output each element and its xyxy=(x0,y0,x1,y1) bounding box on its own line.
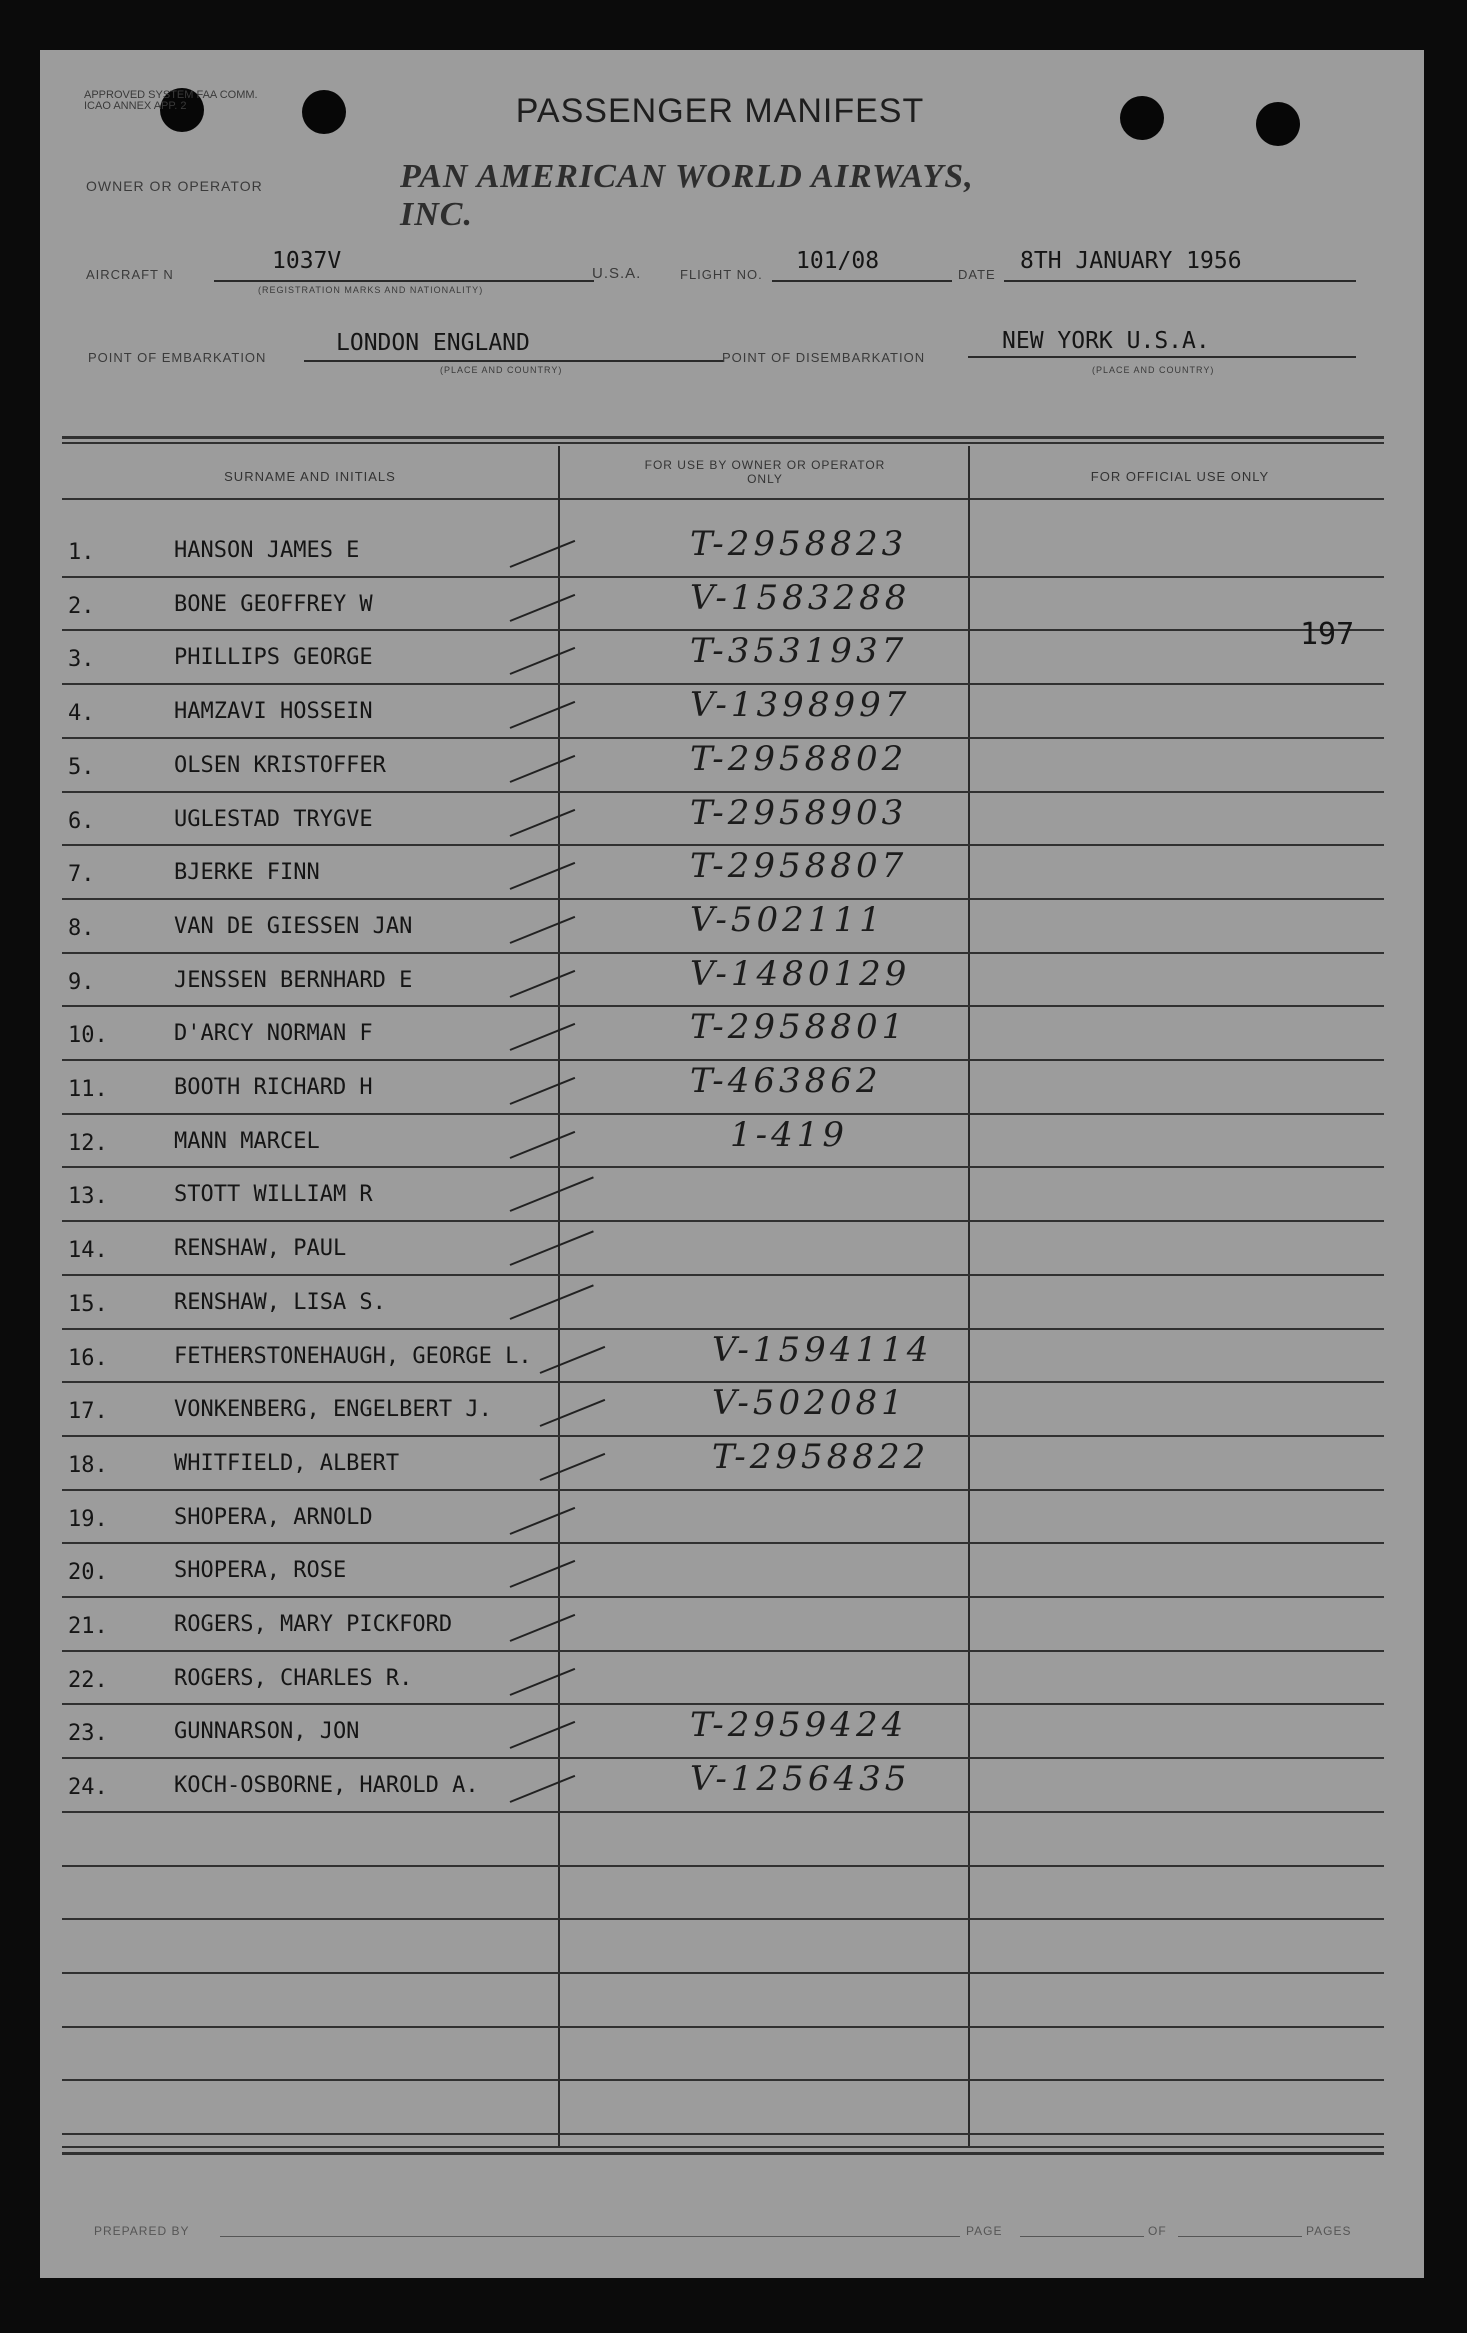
row-number: 1. xyxy=(68,540,95,565)
column-header-operator: FOR USE BY OWNER OR OPERATOR ONLY xyxy=(644,458,886,486)
ticket-number: T-2959424 xyxy=(690,1705,908,1745)
of-label: OF xyxy=(1148,2224,1167,2238)
passenger-name: UGLESTAD TRYGVE xyxy=(174,807,373,832)
row-rule xyxy=(62,1274,1384,1276)
row-number: 21. xyxy=(68,1614,108,1639)
table-bottom-rule xyxy=(62,2152,1384,2155)
usa-label: U.S.A. xyxy=(592,265,642,282)
embarkation-note: (PLACE AND COUNTRY) xyxy=(440,365,563,375)
of-underline xyxy=(1178,2236,1302,2237)
row-number: 22. xyxy=(68,1668,108,1693)
ticket-number: T-463862 xyxy=(690,1061,882,1101)
date-value: 8TH JANUARY 1956 xyxy=(1020,248,1242,274)
row-number: 9. xyxy=(68,970,95,995)
ticket-number: T-2958802 xyxy=(690,739,908,779)
passenger-name: BONE GEOFFREY W xyxy=(174,592,373,617)
pages-label: PAGES xyxy=(1306,2224,1352,2238)
table-bottom-rule xyxy=(62,2146,1384,2148)
row-number: 4. xyxy=(68,701,95,726)
flight-label: FLIGHT NO. xyxy=(680,267,763,282)
header-rule xyxy=(62,498,1384,500)
row-rule xyxy=(62,1542,1384,1544)
owner-label: OWNER OR OPERATOR xyxy=(86,178,263,194)
passenger-name: SHOPERA, ROSE xyxy=(174,1558,347,1583)
punch-hole xyxy=(1120,96,1164,140)
passenger-name: VAN DE GIESSEN JAN xyxy=(174,914,413,939)
row-number: 2. xyxy=(68,594,95,619)
row-number: 8. xyxy=(68,916,95,941)
passenger-name: VONKENBERG, ENGELBERT J. xyxy=(174,1397,492,1422)
passenger-name: PHILLIPS GEORGE xyxy=(174,645,373,670)
aircraft-underline xyxy=(214,280,594,282)
page-label: PAGE xyxy=(966,2224,1003,2238)
embarkation-value: LONDON ENGLAND xyxy=(336,330,530,356)
ticket-number: V-502081 xyxy=(712,1383,907,1423)
ticket-number: T-2958903 xyxy=(690,793,908,833)
disembarkation-note: (PLACE AND COUNTRY) xyxy=(1092,365,1215,375)
row-number: 23. xyxy=(68,1721,108,1746)
row-number: 20. xyxy=(68,1560,108,1585)
column-header-official: FOR OFFICIAL USE ONLY xyxy=(1090,469,1270,484)
passenger-name: STOTT WILLIAM R xyxy=(174,1182,373,1207)
passenger-name: ROGERS, MARY PICKFORD xyxy=(174,1612,453,1637)
passenger-name: BJERKE FINN xyxy=(174,860,320,885)
disembarkation-underline xyxy=(968,356,1356,358)
row-number: 12. xyxy=(68,1131,108,1156)
column-divider xyxy=(968,446,970,2148)
row-rule xyxy=(62,1811,1384,1813)
row-number: 17. xyxy=(68,1399,108,1424)
column-header-name: SURNAME AND INITIALS xyxy=(224,469,396,484)
ticket-number: V-502111 xyxy=(690,900,885,940)
ticket-number: T-3531937 xyxy=(690,631,908,671)
punch-hole xyxy=(1256,102,1300,146)
manifest-sheet xyxy=(40,50,1424,2278)
row-rule xyxy=(62,1489,1384,1491)
embarkation-underline xyxy=(304,360,724,362)
row-number: 18. xyxy=(68,1453,108,1478)
ticket-number: T-2958801 xyxy=(690,1007,908,1047)
ticket-number: V-1594114 xyxy=(712,1330,933,1370)
row-rule xyxy=(62,1220,1384,1222)
ticket-number: V-1256435 xyxy=(690,1759,911,1799)
passenger-name: HANSON JAMES E xyxy=(174,538,360,563)
registration-note: (REGISTRATION MARKS AND NATIONALITY) xyxy=(258,285,484,295)
row-rule xyxy=(62,1166,1384,1168)
row-number: 3. xyxy=(68,647,95,672)
row-number: 6. xyxy=(68,809,95,834)
ticket-number: V-1480129 xyxy=(690,954,911,994)
punch-hole xyxy=(302,90,346,134)
passenger-name: MANN MARCEL xyxy=(174,1129,320,1154)
row-number: 16. xyxy=(68,1346,108,1371)
passenger-name: RENSHAW, LISA S. xyxy=(174,1290,386,1315)
row-number: 14. xyxy=(68,1238,108,1263)
passenger-name: JENSSEN BERNHARD E xyxy=(174,968,413,993)
passenger-name: ROGERS, CHARLES R. xyxy=(174,1666,413,1691)
disembarkation-value: NEW YORK U.S.A. xyxy=(1002,328,1210,354)
row-rule xyxy=(62,1596,1384,1598)
row-rule xyxy=(62,2026,1384,2028)
row-rule xyxy=(62,2079,1384,2081)
ticket-number: 1-419 xyxy=(730,1115,849,1155)
row-rule xyxy=(62,1650,1384,1652)
row-number: 19. xyxy=(68,1507,108,1532)
row-rule xyxy=(62,1113,1384,1115)
page-underline xyxy=(1020,2236,1144,2237)
row-number: 24. xyxy=(68,1775,108,1800)
passenger-name: RENSHAW, PAUL xyxy=(174,1236,347,1261)
table-top-rule xyxy=(62,442,1384,444)
table-top-rule xyxy=(62,436,1384,439)
passenger-name: HAMZAVI HOSSEIN xyxy=(174,699,373,724)
passenger-name: D'ARCY NORMAN F xyxy=(174,1021,373,1046)
flight-underline xyxy=(772,280,952,282)
row-number: 11. xyxy=(68,1077,108,1102)
ticket-number: T-2958823 xyxy=(690,524,908,564)
passenger-name: WHITFIELD, ALBERT xyxy=(174,1451,400,1476)
row-rule xyxy=(62,2133,1384,2135)
owner-name: PAN AMERICAN WORLD AIRWAYS, INC. xyxy=(400,158,974,233)
flight-value: 101/08 xyxy=(796,248,880,274)
aircraft-value: 1037V xyxy=(272,248,342,274)
disembarkation-label: POINT OF DISEMBARKATION xyxy=(722,350,926,365)
passenger-name: GUNNARSON, JON xyxy=(174,1719,360,1744)
row-rule xyxy=(62,1865,1384,1867)
passenger-name: SHOPERA, ARNOLD xyxy=(174,1505,373,1530)
aircraft-label: AIRCRAFT N xyxy=(86,267,174,282)
row-rule xyxy=(62,1918,1384,1920)
row-number: 10. xyxy=(68,1023,108,1048)
page-title: PASSENGER MANIFEST xyxy=(515,92,925,130)
passenger-name: BOOTH RICHARD H xyxy=(174,1075,373,1100)
prepared-by-label: PREPARED BY xyxy=(94,2224,190,2238)
row-number: 7. xyxy=(68,862,95,887)
row-number: 13. xyxy=(68,1184,108,1209)
row-number: 5. xyxy=(68,755,95,780)
passenger-name: FETHERSTONEHAUGH, GEORGE L. xyxy=(174,1344,532,1369)
official-mark: 197 xyxy=(1300,617,1355,652)
row-rule xyxy=(62,1972,1384,1974)
ticket-number: V-1398997 xyxy=(690,685,911,725)
ticket-number: T-2958822 xyxy=(712,1437,930,1477)
row-number: 15. xyxy=(68,1292,108,1317)
date-label: DATE xyxy=(958,267,996,282)
passenger-name: OLSEN KRISTOFFER xyxy=(174,753,386,778)
date-underline xyxy=(1004,280,1356,282)
approval-note: APPROVED SYSTEM FAA COMM. ICAO ANNEX APP. 2 xyxy=(84,89,258,112)
prepared-by-underline xyxy=(220,2236,960,2237)
ticket-number: T-2958807 xyxy=(690,846,908,886)
ticket-number: V-1583288 xyxy=(690,578,911,618)
passenger-name: KOCH-OSBORNE, HAROLD A. xyxy=(174,1773,479,1798)
embarkation-label: POINT OF EMBARKATION xyxy=(88,350,267,365)
